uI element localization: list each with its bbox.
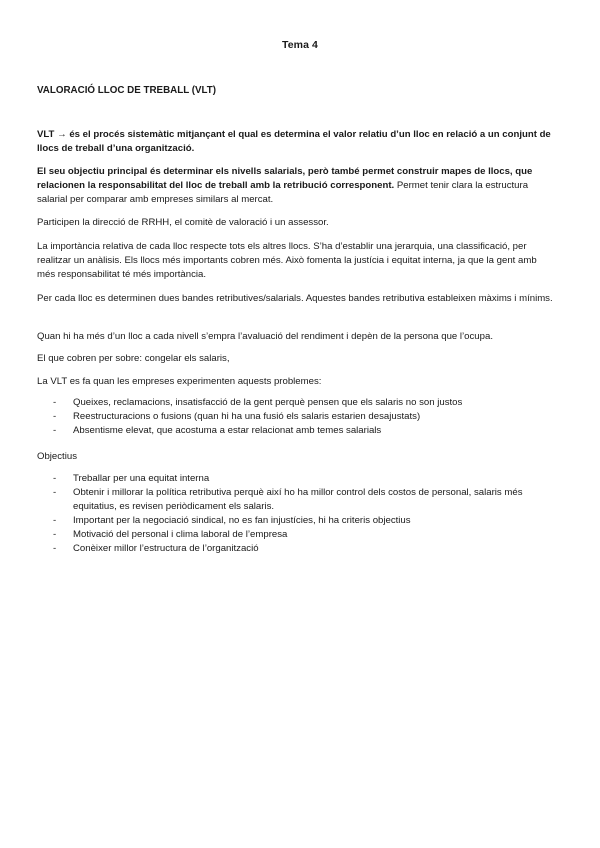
participants-paragraph: Participen la direcció de RRHH, el comitè de valoració i un assessor. <box>37 217 329 228</box>
dash-bullet: - <box>53 473 57 484</box>
list-item-text: Motivació del personal i clima laboral de l’empresa <box>73 529 288 540</box>
bands-paragraph: Per cada lloc es determinen dues bandes retributives/salarials. Aquestes bandes retributiva estableixen màxims i mínims. <box>37 293 553 304</box>
objective-rest-text: Permet tenir clara la estructura salarial per comparar amb empreses similars al mercat. <box>37 180 529 205</box>
performance-paragraph: Quan hi ha més d’un lloc a cada nivell s’empra l’avaluació del rendiment i depèn de la persona que l’ocupa. <box>37 331 493 342</box>
dash-bullet: - <box>53 487 57 498</box>
definition-paragraph: VLT → és el procés sistemàtic mitjançant el qual es determina el valor relatiu d’un lloc en relació a un conjunt de llocs de treball d’una organització. <box>37 129 551 154</box>
objective-paragraph <box>37 165 557 207</box>
list-item <box>37 542 557 556</box>
list-item <box>37 396 557 410</box>
list-item <box>37 514 557 528</box>
importance-paragraph: La importància relativa de cada lloc respecte tots els altres llocs. S’ha d’establir una jerarquia, una classificació, per realitzar un anàlisis. Els llocs més importants cobren més. Això fomenta la justícia i equitat interna, ja que la gent amb més responsabilitat té més importància. <box>37 241 537 280</box>
objectives-label: Objectius <box>37 451 77 462</box>
dash-bullet: - <box>53 425 57 436</box>
list-item-text: Reestructuracions o fusions (quan hi ha una fusió els salaris estarien desajustats) <box>73 411 421 422</box>
objectives-list <box>37 472 557 556</box>
list-item <box>37 424 557 438</box>
overpaid-paragraph: El que cobren per sobre: congelar els salaris, <box>37 353 230 364</box>
list-item-text: Absentisme elevat, que acostuma a estar relacionat amb temes salarials <box>73 425 382 436</box>
list-item-text: Conèixer millor l’estructura de l’organització <box>73 543 259 554</box>
list-item-text: Important per la negociació sindical, no es fan injustícies, hi ha criteris objectius <box>73 515 411 526</box>
problems-intro: La VLT es fa quan les empreses experimenten aquests problemes: <box>37 376 322 387</box>
dash-bullet: - <box>53 397 57 408</box>
list-item-text: Obtenir i millorar la política retributiva perquè així ho ha millor control dels costos de personal, salaris més equitatius, es revisen periòdicament els salaris. <box>73 487 523 512</box>
list-item <box>37 528 557 542</box>
list-item-text: Treballar per una equitat interna <box>73 473 210 484</box>
problems-list <box>37 396 557 438</box>
section-heading: VALORACIÓ LLOC DE TREBALL (VLT) <box>37 85 217 96</box>
list-item <box>37 486 557 514</box>
dash-bullet: - <box>53 529 57 540</box>
dash-bullet: - <box>53 543 57 554</box>
objective-bold-text: El seu objectiu principal és determinar els nivells salarials, però també permet construir mapes de llocs, que relacionen la responsabilitat del lloc de treball amb la retribució corresponent. <box>37 166 533 191</box>
list-item <box>37 472 557 486</box>
dash-bullet: - <box>53 515 57 526</box>
page-title: Tema 4 <box>281 39 318 51</box>
dash-bullet: - <box>53 411 57 422</box>
list-item-text: Queixes, reclamacions, insatisfacció de la gent perquè pensen que els salaris no son justos <box>73 397 463 408</box>
list-item <box>37 410 557 424</box>
